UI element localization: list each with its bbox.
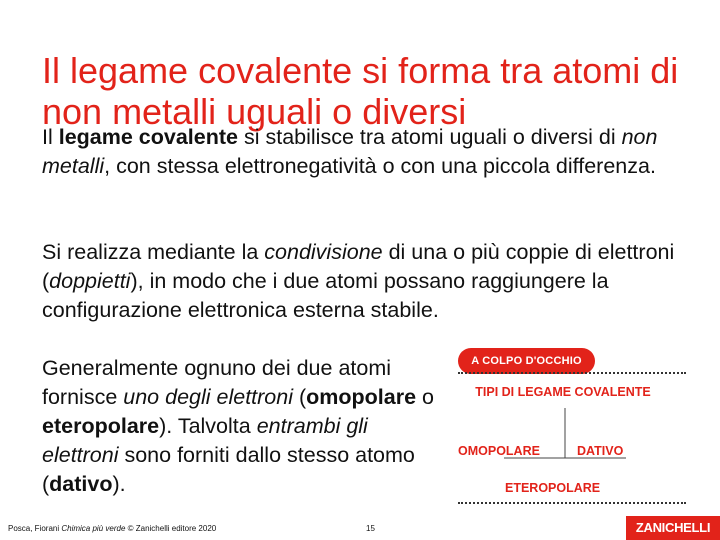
- label-eteropolare: ETEROPOLARE: [505, 481, 601, 495]
- page-title: Il legame covalente si forma tra atomi di non metalli uguali o diversi: [42, 50, 679, 133]
- footer-credits: Posca, Fiorani Chimica più verde © Zanichelli editore 2020: [8, 524, 217, 533]
- bond-types-diagram: [440, 340, 700, 510]
- paragraph-sharing: Si realizza mediante la condivisione di una o più coppie di elettroni (doppietti), in modo che i due atomi possano raggiungere la configurazione elettronica esterna stabile.: [42, 240, 675, 322]
- publisher-logo: ZANICHELLI: [626, 516, 720, 540]
- bottom-dotted-divider: [458, 502, 686, 504]
- page-number: 15: [366, 524, 375, 533]
- label-omopolare: OMOPOLARE: [458, 444, 540, 458]
- paragraph-types: Generalmente ognuno dei due atomi fornisce uno degli elettroni (omopolare o eteropolare). Talvolta entrambi gli elettroni sono forniti dallo stesso atomo (dativo).: [42, 356, 434, 496]
- at-a-glance-badge: A COLPO D'OCCHIO: [458, 348, 595, 374]
- label-dativo: DATIVO: [577, 444, 624, 458]
- paragraph-definition: Il legame covalente si stabilisce tra atomi uguali o diversi di non metalli, con stessa elettronegatività o con una piccola differenza.: [42, 125, 658, 178]
- diagram-title: TIPI DI LEGAME COVALENTE: [475, 385, 651, 399]
